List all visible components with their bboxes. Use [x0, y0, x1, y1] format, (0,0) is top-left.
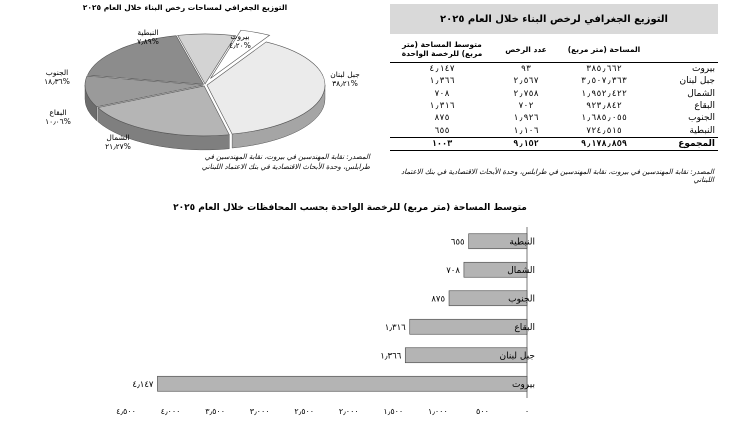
pie-label-value: %٧٫٨٩: [137, 37, 159, 46]
table-row: [390, 112, 718, 124]
table-row: [390, 88, 718, 100]
cell-count: ٢٫٧٥٨: [513, 88, 539, 99]
table-title: التوزيع الجغرافي لرخص البناء خلال العام ٢٠٢٥: [390, 4, 718, 34]
cell-avg: ١٠٠٣: [390, 137, 494, 150]
cell-avg: ٧٠٨: [434, 88, 450, 99]
cell-count: ٩٫١٥٢: [494, 137, 558, 150]
cell-area: ١٫٦٨٥٫٠٥٥: [580, 113, 628, 124]
cell-count: ١٫١٠٦: [513, 125, 539, 136]
cell-count: ٧٠٢: [518, 101, 534, 112]
bar-value-label: ٨٧٥: [431, 294, 446, 305]
pie-label-name: الشمال: [106, 133, 130, 142]
cell-region: الشمال: [687, 88, 715, 99]
bar-category-label: الشمال: [507, 265, 535, 276]
table-source: المصدر: نقابة المهندسين في بيروت، نقابة المهندسين في طرابلس، وحدة الأبحاث الاقتصادية في بنك الاعتماد اللبناني: [401, 168, 714, 184]
bar-tick-label: ١٫٠٠٠: [427, 407, 448, 416]
col-header-region: [650, 36, 718, 63]
bar-tick-label: ٤٫٠٠٠: [160, 407, 181, 416]
table-row: [390, 75, 718, 87]
pie-title: التوزيع الجغرافي لمساحات رخص البناء خلال العام ٢٠٢٥: [82, 3, 288, 12]
pie-label: [118, 28, 178, 46]
bar-tick-label: ٢٫٠٠٠: [338, 407, 359, 416]
bar-tick-label: ٥٠٠: [475, 407, 489, 416]
bar-value-label: ٦٥٥: [450, 237, 465, 248]
bar-value-label: ١٫٣١٦: [384, 322, 406, 333]
col-header-count: عدد الرخص: [494, 36, 558, 63]
cell-count: ٢٫٥٦٧: [513, 76, 539, 87]
bar-6: [157, 376, 527, 391]
bar-tick-label: ٣٫٠٠٠: [249, 407, 270, 416]
cell-area: ٩٢٣٫٨٤٢: [586, 101, 622, 112]
pie-label-name: النبطية: [137, 28, 159, 37]
bar-tick-label: ٣٫٥٠٠: [205, 407, 226, 416]
cell-area: ٧٢٤٫٥١٥: [586, 125, 622, 136]
cell-avg: ٤٫١٤٧: [429, 64, 455, 75]
pie-label: [88, 133, 148, 151]
pie-label-value: %٤٫٢٠: [229, 41, 251, 50]
bar-category-label: البقاع: [514, 322, 535, 333]
cell-area: ١٫٩٥٢٫٤٢٢: [580, 88, 628, 99]
table-row: [390, 124, 718, 137]
table-row: [390, 100, 718, 112]
pie-label-name: الجنوب: [45, 68, 69, 77]
bar-value-label: ٤٫١٤٧: [132, 379, 154, 390]
pie-label: [315, 70, 375, 88]
table-body: [390, 63, 718, 151]
cell-avg: ١٫٣٦٦: [429, 76, 455, 87]
cell-avg: ٦٥٥: [434, 125, 450, 136]
pie-source: المصدر: نقابة المهندسين في بيروت، نقابة المهندسين في طرابلس، وحدة الأبحاث الاقتصادية في بنك الاعتماد اللبناني: [201, 153, 370, 171]
license-table: [390, 36, 718, 151]
bar-chart: [0, 215, 738, 436]
bar-tick-label: ٢٫٥٠٠: [294, 407, 315, 416]
bar-tick-label: ١٫٥٠٠: [383, 407, 404, 416]
cell-count: ٩٣: [520, 64, 532, 75]
bar-category-label: بيروت: [511, 379, 535, 390]
bar-title: متوسط المساحة (متر مربع) للرخصة الواحدة بحسب المحافظات خلال العام ٢٠٢٥: [173, 203, 527, 213]
pie-label: [28, 108, 88, 126]
col-header-area: المساحة (متر مربع): [558, 36, 650, 63]
cell-count: ١٫٩٢٦: [513, 113, 539, 124]
cell-region: المجموع: [650, 137, 718, 150]
cell-avg: ٨٧٥: [434, 113, 450, 124]
bar-4: [410, 319, 527, 334]
cell-area: ٣٫٥٠٧٫٣٦٣: [580, 76, 628, 87]
col-header-avg: متوسط المساحة (متر مربع) للرخصة الواحدة: [390, 36, 494, 63]
pie-label-value: %٣٨٫٢١: [332, 79, 358, 88]
cell-region: بيروت: [691, 64, 715, 75]
cell-area: ٩٫١٧٨٫٨٥٩: [558, 137, 650, 150]
pie-label-value: %١٠٫٠٦: [45, 117, 71, 126]
cell-region: البقاع: [694, 101, 715, 112]
table-row: [390, 63, 718, 76]
bar-value-label: ١٫٣٦٦: [380, 351, 402, 362]
cell-region: الجنوب: [688, 113, 715, 124]
bar-tick-label: ٤٫٥٠٠: [116, 407, 136, 416]
bar-category-label: جبل لبنان: [499, 351, 535, 362]
cell-avg: ١٫٣١٦: [429, 101, 455, 112]
table-header-row: [390, 36, 718, 63]
pie-label-value: %٢١٫٢٧: [105, 142, 131, 151]
cell-area: ٣٨٥٫٦٦٢: [586, 64, 622, 75]
bar-tick-label: ٠: [524, 407, 530, 416]
pie-label-name: بيروت: [230, 32, 250, 41]
cell-region: النبطية: [689, 125, 715, 136]
table-total-row: [390, 137, 718, 150]
pie-label: [27, 68, 87, 86]
pie-label: [210, 32, 270, 50]
bar-value-label: ٧٠٨: [446, 265, 460, 276]
pie-label-name: جبل لبنان: [330, 70, 360, 79]
cell-region: جبل لبنان: [679, 76, 715, 87]
bar-category-label: الجنوب: [508, 294, 535, 305]
pie-label-name: البقاع: [49, 108, 67, 117]
pie-label-value: %١٨٫٣٦: [44, 77, 70, 86]
bar-category-label: النبطية: [509, 237, 535, 248]
